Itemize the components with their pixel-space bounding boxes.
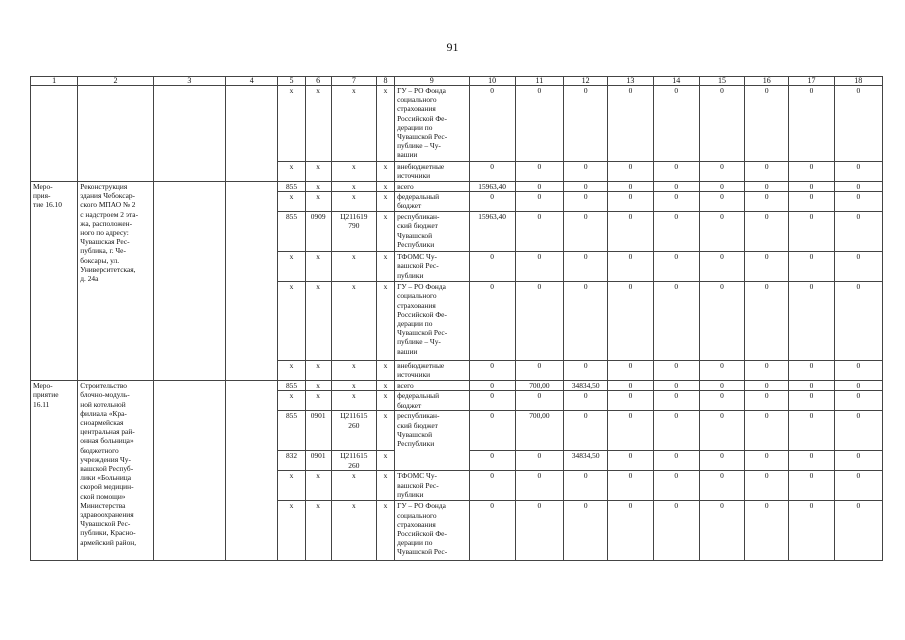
source-federal: федеральный бюджет — [395, 192, 469, 212]
cell-value: 0 — [608, 501, 653, 561]
cell-value: 0 — [789, 162, 834, 182]
cell-x: х — [376, 192, 394, 212]
cell-x: х — [278, 361, 305, 381]
cell-x: х — [278, 86, 305, 162]
cell-value: 0 — [745, 381, 789, 391]
cell-value: 0 — [564, 182, 608, 192]
cell-value: 0 — [469, 252, 515, 282]
cell-value: 0 — [469, 411, 515, 451]
header-cell: 17 — [789, 77, 834, 86]
cell-x: х — [278, 252, 305, 282]
cell-rzpr: 0901 — [305, 451, 331, 471]
cell-x: х — [305, 192, 331, 212]
header-cell: 16 — [745, 77, 789, 86]
cell-value: 700,00 — [515, 381, 563, 391]
cell-x: х — [278, 501, 305, 561]
source-federal: федеральный бюджет — [395, 391, 469, 411]
header-cell: 7 — [331, 77, 376, 86]
cell-value: 0 — [515, 192, 563, 212]
cell-value: 0 — [515, 162, 563, 182]
cell-value: 0 — [653, 192, 699, 212]
cell-value: 0 — [653, 391, 699, 411]
cell-value: 0 — [515, 501, 563, 561]
header-cell: 6 — [305, 77, 331, 86]
cell-value: 0 — [745, 391, 789, 411]
cell-value: 0 — [515, 212, 563, 252]
header-cell: 13 — [608, 77, 653, 86]
cell-x: х — [376, 391, 394, 411]
cell-value: 0 — [789, 282, 834, 361]
cell-value: 0 — [469, 162, 515, 182]
cell-x: х — [331, 361, 376, 381]
cell-value: 0 — [699, 182, 744, 192]
cell-x: х — [331, 471, 376, 501]
cell-x: х — [376, 471, 394, 501]
cell-value: 0 — [789, 471, 834, 501]
cell-value: 0 — [789, 501, 834, 561]
cell-x: х — [278, 471, 305, 501]
source-fss: ГУ – РО Фонда социального страхования Российской Фе- дерации по Чувашской Рес- публике – Чу- вашии — [395, 86, 469, 162]
cell-value: 0 — [608, 451, 653, 471]
cell-value: 0 — [834, 381, 882, 391]
cell-value: 0 — [789, 451, 834, 471]
cell-value: 0 — [699, 282, 744, 361]
cell-value: 0 — [608, 381, 653, 391]
header-cell: 9 — [395, 77, 469, 86]
source-tfoms: ТФОМС Чу- вашской Рес- публики — [395, 471, 469, 501]
cell-x: х — [278, 192, 305, 212]
cell-x: х — [305, 471, 331, 501]
cell-value: 0 — [699, 252, 744, 282]
cell-grbs: 832 — [278, 451, 305, 471]
cell-value: 0 — [834, 86, 882, 162]
cell-value: 0 — [469, 381, 515, 391]
source-total: всего — [395, 182, 469, 192]
table-row — [31, 381, 883, 391]
cell-empty — [226, 381, 278, 561]
cell-value: 0 — [745, 361, 789, 381]
source-republican: республикан- ский бюджет Чувашской Республики — [395, 212, 469, 252]
cell-value: 0 — [789, 192, 834, 212]
cell-value: 34834,50 — [564, 451, 608, 471]
cell-value: 0 — [469, 86, 515, 162]
cell-value: 0 — [564, 282, 608, 361]
source-tfoms: ТФОМС Чу- вашской Рес- публики — [395, 252, 469, 282]
cell-rzpr: 0901 — [305, 411, 331, 451]
cell-value: 0 — [515, 471, 563, 501]
source-offbudget: внебюджетные источники — [395, 162, 469, 182]
cell-value: 0 — [515, 451, 563, 471]
header-cell: 2 — [78, 77, 153, 86]
cell-value: 0 — [564, 471, 608, 501]
cell-value: 0 — [699, 192, 744, 212]
table-row — [31, 182, 883, 192]
cell-x: х — [331, 86, 376, 162]
cell-value: 0 — [469, 451, 515, 471]
cell-x: х — [376, 361, 394, 381]
cell-value: 0 — [789, 411, 834, 451]
cell-value: 0 — [834, 391, 882, 411]
cell-empty — [31, 86, 78, 182]
cell-value: 0 — [789, 212, 834, 252]
cell-value: 0 — [834, 252, 882, 282]
cell-value: 0 — [789, 361, 834, 381]
cell-value: 0 — [608, 471, 653, 501]
cell-value: 0 — [515, 182, 563, 192]
source-total: всего — [395, 381, 469, 391]
header-cell: 5 — [278, 77, 305, 86]
cell-value: 0 — [564, 86, 608, 162]
cell-value: 0 — [564, 501, 608, 561]
cell-x: х — [376, 451, 394, 471]
cell-value: 0 — [745, 501, 789, 561]
header-cell: 11 — [515, 77, 563, 86]
cell-value: 0 — [789, 391, 834, 411]
cell-x: х — [331, 381, 376, 391]
cell-value: 0 — [564, 361, 608, 381]
cell-value: 0 — [745, 86, 789, 162]
header-cell: 12 — [564, 77, 608, 86]
cell-value: 0 — [745, 192, 789, 212]
cell-value: 0 — [515, 391, 563, 411]
cell-x: х — [278, 282, 305, 361]
cell-empty — [153, 86, 225, 182]
cell-value: 0 — [469, 282, 515, 361]
cell-x: х — [376, 162, 394, 182]
cell-value: 0 — [653, 252, 699, 282]
cell-value: 0 — [834, 162, 882, 182]
cell-value: 15963,40 — [469, 212, 515, 252]
cell-x: х — [331, 192, 376, 212]
cell-x: х — [376, 501, 394, 561]
cell-value: 0 — [699, 212, 744, 252]
cell-value: 0 — [699, 471, 744, 501]
cell-value: 0 — [469, 501, 515, 561]
cell-value: 0 — [469, 192, 515, 212]
cell-x: х — [305, 162, 331, 182]
header-cell: 10 — [469, 77, 515, 86]
cell-value: 0 — [564, 391, 608, 411]
cell-value: 0 — [608, 192, 653, 212]
cell-value: 34834,50 — [564, 381, 608, 391]
cell-x: х — [278, 162, 305, 182]
cell-value: 0 — [789, 182, 834, 192]
cell-value: 0 — [699, 411, 744, 451]
cell-value: 0 — [653, 361, 699, 381]
cell-empty — [226, 86, 278, 182]
cell-value: 0 — [699, 501, 744, 561]
cell-x: х — [305, 361, 331, 381]
cell-value: 0 — [564, 162, 608, 182]
cell-value: 0 — [564, 252, 608, 282]
cell-x: х — [331, 252, 376, 282]
measure-16-10-description: Реконструкция здания Чебоксар- ского МПАО № 2 с надстроем 2 эта- жа, расположен- ного по адресу: Чувашская Рес- публика, г. Че- боксары, ул. Университетская, д. 24а — [78, 182, 153, 381]
cell-value: 0 — [745, 282, 789, 361]
cell-grbs: 855 — [278, 182, 305, 192]
cell-value: 0 — [653, 212, 699, 252]
cell-x: х — [376, 86, 394, 162]
cell-value: 0 — [608, 361, 653, 381]
cell-value: 0 — [608, 212, 653, 252]
source-fss: ГУ – РО Фонда социального страхования Российской Фе- дерации по Чувашской Рес- публике – Чу- вашии — [395, 282, 469, 361]
cell-x: х — [305, 282, 331, 361]
cell-value: 0 — [834, 192, 882, 212]
cell-grbs: 855 — [278, 212, 305, 252]
cell-value: 0 — [608, 162, 653, 182]
cell-value: 15963,40 — [469, 182, 515, 192]
cell-value: 0 — [515, 86, 563, 162]
measure-16-11-name: Меро- приятие 16.11 — [31, 381, 78, 561]
cell-value: 0 — [745, 182, 789, 192]
cell-value: 0 — [608, 86, 653, 162]
cell-x: х — [376, 282, 394, 361]
cell-value: 0 — [834, 451, 882, 471]
header-cell: 3 — [153, 77, 225, 86]
cell-value: 0 — [834, 471, 882, 501]
cell-x: х — [305, 381, 331, 391]
cell-grbs: 855 — [278, 411, 305, 451]
cell-value: 0 — [515, 252, 563, 282]
cell-x: х — [305, 391, 331, 411]
cell-value: 0 — [745, 471, 789, 501]
cell-value: 0 — [834, 411, 882, 451]
cell-value: 0 — [564, 411, 608, 451]
cell-csr: Ц211619 790 — [331, 212, 376, 252]
cell-empty — [78, 86, 153, 182]
cell-x: х — [376, 381, 394, 391]
cell-value: 0 — [608, 182, 653, 192]
cell-x: х — [331, 282, 376, 361]
cell-value: 0 — [515, 282, 563, 361]
cell-csr: Ц211615 260 — [331, 411, 376, 451]
cell-value: 0 — [699, 361, 744, 381]
cell-value: 0 — [834, 361, 882, 381]
cell-x: х — [305, 86, 331, 162]
cell-value: 0 — [745, 212, 789, 252]
source-offbudget: внебюджетные источники — [395, 361, 469, 381]
cell-value: 0 — [608, 391, 653, 411]
cell-value: 0 — [469, 471, 515, 501]
cell-value: 0 — [834, 501, 882, 561]
cell-value: 0 — [699, 381, 744, 391]
cell-value: 0 — [745, 162, 789, 182]
table-row — [31, 86, 883, 162]
measure-16-10-name: Меро- прия- тие 16.10 — [31, 182, 78, 381]
header-cell: 14 — [653, 77, 699, 86]
cell-value: 0 — [699, 86, 744, 162]
cell-rzpr: 0909 — [305, 212, 331, 252]
cell-value: 0 — [834, 212, 882, 252]
cell-value: 700,00 — [515, 411, 563, 451]
program-table — [30, 76, 883, 561]
cell-value: 0 — [653, 451, 699, 471]
cell-value: 0 — [608, 411, 653, 451]
cell-x: х — [376, 411, 394, 451]
cell-empty — [153, 381, 225, 561]
header-cell: 15 — [699, 77, 744, 86]
cell-x: х — [331, 501, 376, 561]
cell-value: 0 — [653, 282, 699, 361]
cell-value: 0 — [789, 381, 834, 391]
cell-value: 0 — [608, 282, 653, 361]
cell-value: 0 — [515, 361, 563, 381]
cell-csr: Ц211615 260 — [331, 451, 376, 471]
cell-x: х — [305, 252, 331, 282]
cell-value: 0 — [653, 471, 699, 501]
cell-value: 0 — [834, 282, 882, 361]
cell-value: 0 — [564, 212, 608, 252]
cell-x: х — [331, 182, 376, 192]
cell-value: 0 — [745, 451, 789, 471]
column-number-row — [31, 77, 883, 86]
header-cell: 1 — [31, 77, 78, 86]
cell-value: 0 — [745, 252, 789, 282]
cell-value: 0 — [564, 192, 608, 212]
cell-value: 0 — [653, 381, 699, 391]
cell-value: 0 — [699, 162, 744, 182]
cell-value: 0 — [699, 451, 744, 471]
cell-empty — [226, 182, 278, 381]
cell-value: 0 — [789, 252, 834, 282]
cell-empty — [153, 182, 225, 381]
header-cell: 4 — [226, 77, 278, 86]
cell-x: х — [305, 501, 331, 561]
source-fss: ГУ – РО Фонда социального страхования Российской Фе- дерации по Чувашской Рес- — [395, 501, 469, 561]
header-cell: 8 — [376, 77, 394, 86]
cell-x: х — [376, 252, 394, 282]
measure-16-11-description: Строительство блочно-модуль- ной котельной филиала «Кра- сноармейская центральная рай- онная больница» бюджетного учреждения Чу- вашской Респуб- лики «Больница скорой медицин- ской помощи» Министерства здравоохранения Чувашской Рес- публики, Красно- армейский район, — [78, 381, 153, 561]
cell-x: х — [376, 182, 394, 192]
cell-value: 0 — [789, 86, 834, 162]
cell-value: 0 — [469, 361, 515, 381]
cell-x: х — [376, 212, 394, 252]
cell-value: 0 — [653, 501, 699, 561]
cell-value: 0 — [699, 391, 744, 411]
cell-value: 0 — [653, 411, 699, 451]
cell-value: 0 — [469, 391, 515, 411]
cell-value: 0 — [653, 162, 699, 182]
page-number: 91 — [446, 40, 459, 54]
cell-value: 0 — [608, 252, 653, 282]
cell-x: х — [278, 391, 305, 411]
cell-x: х — [331, 391, 376, 411]
header-cell: 18 — [834, 77, 882, 86]
cell-value: 0 — [653, 86, 699, 162]
cell-x: х — [305, 182, 331, 192]
source-republican: республикан- ский бюджет Чувашской Республики — [395, 411, 469, 471]
cell-value: 0 — [745, 411, 789, 451]
cell-value: 0 — [653, 182, 699, 192]
cell-grbs: 855 — [278, 381, 305, 391]
cell-x: х — [331, 162, 376, 182]
cell-value: 0 — [834, 182, 882, 192]
